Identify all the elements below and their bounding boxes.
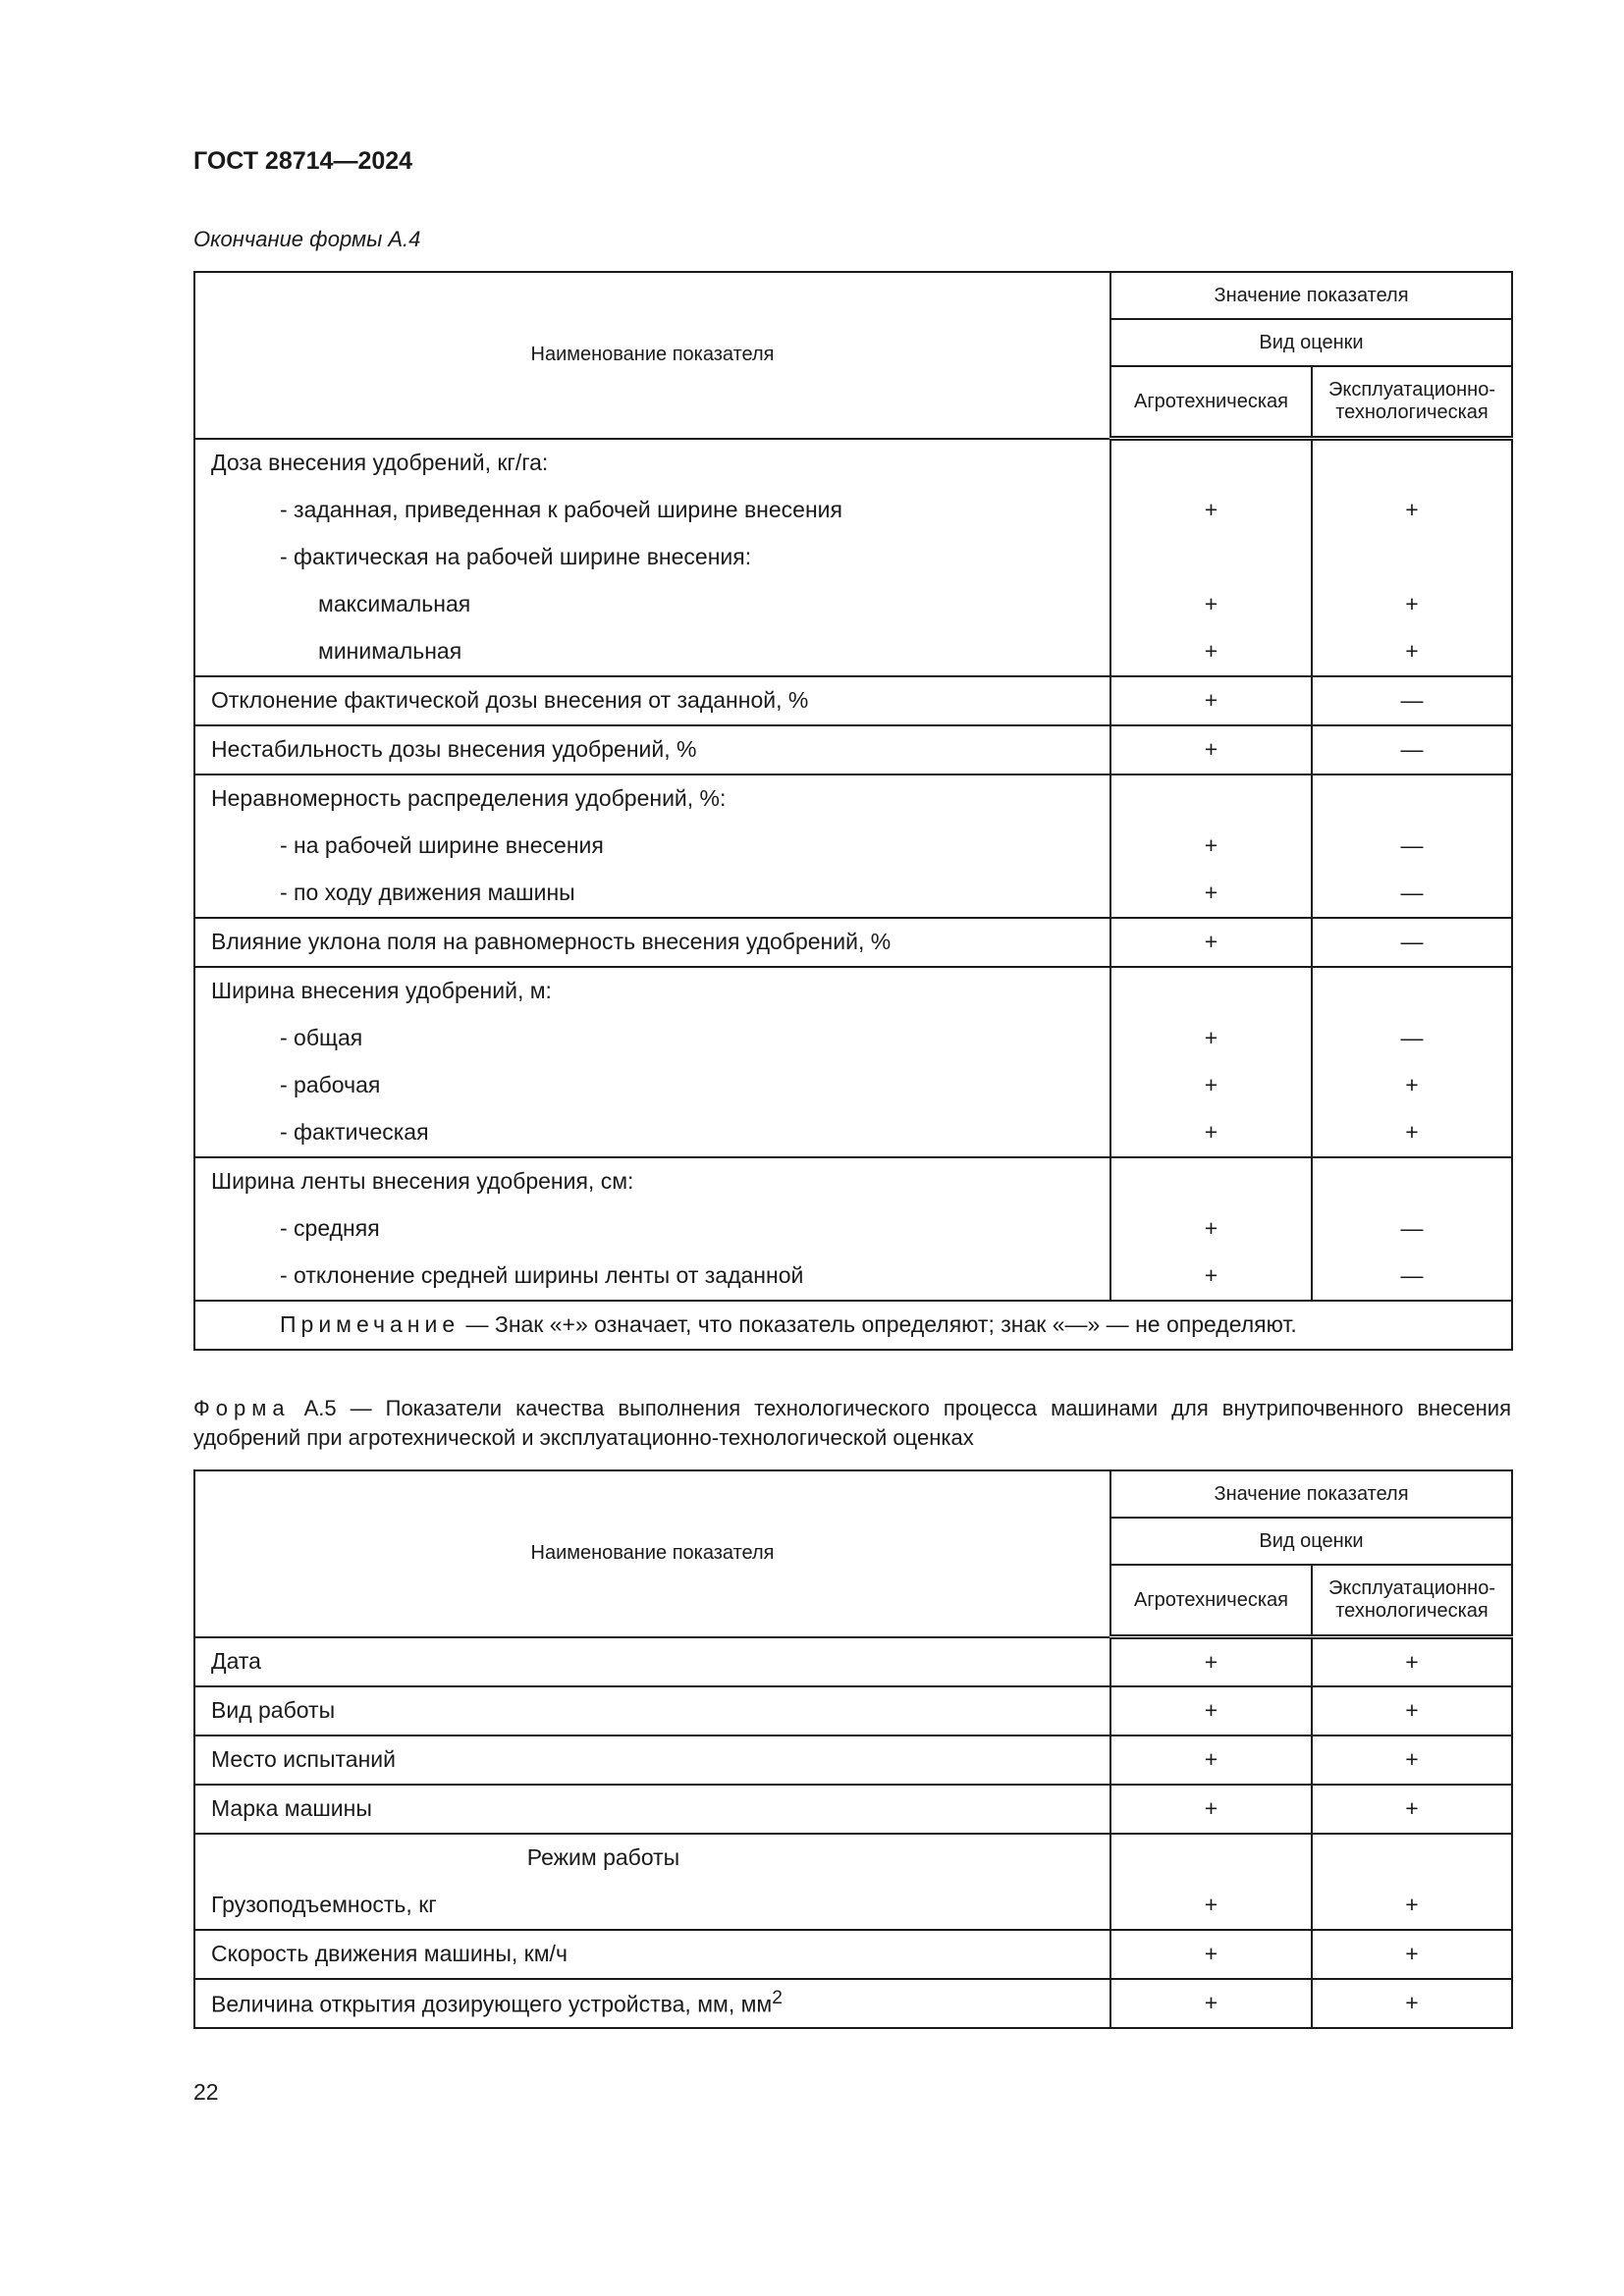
expl-value: +: [1312, 1979, 1512, 2028]
header-name-column: Наименование показателя: [194, 1470, 1110, 1637]
row-name: - отклонение средней ширины ленты от заданной: [194, 1253, 1110, 1301]
row-name: - заданная, приведенная к рабочей ширине внесения: [194, 487, 1110, 534]
agro-value: +: [1110, 487, 1312, 534]
agro-value: +: [1110, 1253, 1312, 1301]
form-label: Форма: [193, 1396, 291, 1420]
header-expl-line-2: технологическая: [1335, 1600, 1489, 1622]
expl-value: +: [1312, 581, 1512, 628]
indicators-table-a5: [193, 1469, 1513, 2029]
table-row: [194, 1205, 1512, 1253]
expl-value: [1312, 1157, 1512, 1205]
agro-value: +: [1110, 581, 1312, 628]
header-agro-column: Агротехническая: [1110, 1565, 1312, 1637]
table-row: [194, 1930, 1512, 1979]
header-eval-group: Вид оценки: [1110, 1518, 1512, 1565]
row-name: [194, 1979, 1110, 2028]
table-row: [194, 823, 1512, 870]
table-row: [194, 676, 1512, 725]
agro-value: [1110, 967, 1312, 1015]
row-name: Ширина ленты внесения удобрения, см:: [194, 1157, 1110, 1205]
header-expl-column: [1312, 366, 1512, 439]
agro-value: [1110, 439, 1312, 487]
expl-value: —: [1312, 725, 1512, 774]
agro-value: +: [1110, 1637, 1312, 1686]
table-row: [194, 534, 1512, 581]
agro-value: +: [1110, 1015, 1312, 1062]
table-row: [194, 1834, 1512, 1882]
table-row: [194, 628, 1512, 676]
agro-value: +: [1110, 1979, 1312, 2028]
agro-value: +: [1110, 1882, 1312, 1930]
form-number: А.5: [303, 1396, 337, 1420]
form-caption-text: — Показатели качества выполнения технологического процесса машинами для внутрипочвенного внесения удобрений при агротехнической и эксплуатационно-технологической оценках: [193, 1396, 1511, 1450]
superscript: 2: [772, 1988, 783, 2009]
expl-value: +: [1312, 487, 1512, 534]
agro-value: +: [1110, 870, 1312, 918]
agro-value: +: [1110, 725, 1312, 774]
table-body: [194, 1637, 1512, 2028]
expl-value: —: [1312, 676, 1512, 725]
table-row: [194, 1882, 1512, 1930]
header-name-column: Наименование показателя: [194, 272, 1110, 439]
row-name: Неравномерность распределения удобрений, %:: [194, 774, 1110, 823]
row-name: Ширина внесения удобрений, м:: [194, 967, 1110, 1015]
row-name: Место испытаний: [194, 1735, 1110, 1785]
row-name: минимальная: [194, 628, 1110, 676]
expl-value: +: [1312, 1062, 1512, 1109]
note-text: — Знак «+» означает, что показатель определяют; знак «—» — не определяют.: [460, 1311, 1297, 1337]
table-row: [194, 1157, 1512, 1205]
mode-heading: Режим работы: [194, 1834, 1110, 1882]
expl-value: [1312, 1834, 1512, 1882]
header-eval-group: Вид оценки: [1110, 319, 1512, 366]
header-expl-column: [1312, 1565, 1512, 1637]
row-name: Влияние уклона поля на равномерность внесения удобрений, %: [194, 918, 1110, 967]
table-row: [194, 581, 1512, 628]
expl-value: +: [1312, 1109, 1512, 1157]
agro-value: [1110, 534, 1312, 581]
agro-value: +: [1110, 628, 1312, 676]
expl-value: +: [1312, 1735, 1512, 1785]
expl-value: [1312, 534, 1512, 581]
expl-value: —: [1312, 823, 1512, 870]
row-name: - общая: [194, 1015, 1110, 1062]
table-note: [194, 1301, 1512, 1350]
table-row: [194, 1637, 1512, 1686]
agro-value: +: [1110, 676, 1312, 725]
agro-value: +: [1110, 1686, 1312, 1735]
expl-value: —: [1312, 918, 1512, 967]
row-name: - фактическая на рабочей ширине внесения:: [194, 534, 1110, 581]
table-row: [194, 1109, 1512, 1157]
table-body: [194, 439, 1512, 1350]
header-value-group: Значение показателя: [1110, 272, 1512, 319]
row-name: Скорость движения машины, км/ч: [194, 1930, 1110, 1979]
header-agro-column: Агротехническая: [1110, 366, 1312, 439]
row-name: Отклонение фактической дозы внесения от заданной, %: [194, 676, 1110, 725]
table-header: [194, 1470, 1512, 1637]
row-name: - на рабочей ширине внесения: [194, 823, 1110, 870]
agro-value: [1110, 1157, 1312, 1205]
row-name: Марка машины: [194, 1785, 1110, 1834]
agro-value: +: [1110, 1205, 1312, 1253]
row-name: - рабочая: [194, 1062, 1110, 1109]
table-row: [194, 1785, 1512, 1834]
row-name: Нестабильность дозы внесения удобрений, %: [194, 725, 1110, 774]
header-value-group: Значение показателя: [1110, 1470, 1512, 1518]
table-row: [194, 487, 1512, 534]
expl-value: —: [1312, 1205, 1512, 1253]
agro-value: +: [1110, 918, 1312, 967]
header-expl-line-2: технологическая: [1335, 401, 1489, 423]
table-row: [194, 1979, 1512, 2028]
continuation-title: Окончание формы А.4: [193, 227, 421, 251]
agro-value: +: [1110, 1735, 1312, 1785]
row-name-text: Величина открытия дозирующего устройства, мм, мм: [211, 1991, 773, 2017]
agro-value: +: [1110, 823, 1312, 870]
table-row: [194, 1735, 1512, 1785]
agro-value: +: [1110, 1930, 1312, 1979]
expl-value: +: [1312, 628, 1512, 676]
expl-value: —: [1312, 1253, 1512, 1301]
expl-value: —: [1312, 870, 1512, 918]
expl-value: +: [1312, 1930, 1512, 1979]
row-name: Вид работы: [194, 1686, 1110, 1735]
expl-value: [1312, 439, 1512, 487]
table-row: [194, 439, 1512, 487]
table-header: [194, 272, 1512, 439]
agro-value: +: [1110, 1062, 1312, 1109]
table-row: [194, 1015, 1512, 1062]
row-name: - фактическая: [194, 1109, 1110, 1157]
document-code: ГОСТ 28714—2024: [193, 147, 413, 175]
table-row: [194, 1686, 1512, 1735]
row-name: Дата: [194, 1637, 1110, 1686]
table-row: [194, 1253, 1512, 1301]
agro-value: +: [1110, 1785, 1312, 1834]
row-name: Доза внесения удобрений, кг/га:: [194, 439, 1110, 487]
row-name: максимальная: [194, 581, 1110, 628]
expl-value: +: [1312, 1882, 1512, 1930]
table-row: [194, 918, 1512, 967]
agro-value: [1110, 774, 1312, 823]
expl-value: —: [1312, 1015, 1512, 1062]
table-row: [194, 870, 1512, 918]
row-name: - по ходу движения машины: [194, 870, 1110, 918]
table-row: [194, 725, 1512, 774]
table-row: [194, 774, 1512, 823]
table-row: [194, 967, 1512, 1015]
note-heading: Примечание: [280, 1311, 460, 1337]
header-expl-line-1: Эксплуатационно-: [1328, 379, 1495, 400]
table-row: [194, 1062, 1512, 1109]
header-expl-line-1: Эксплуатационно-: [1328, 1577, 1495, 1599]
row-name: Грузоподъемность, кг: [194, 1882, 1110, 1930]
expl-value: +: [1312, 1686, 1512, 1735]
agro-value: [1110, 1834, 1312, 1882]
expl-value: +: [1312, 1637, 1512, 1686]
page-number: 22: [193, 2079, 219, 2105]
indicators-table-a4: [193, 271, 1513, 1351]
expl-value: +: [1312, 1785, 1512, 1834]
agro-value: +: [1110, 1109, 1312, 1157]
table-note-row: [194, 1301, 1512, 1350]
form-a5-caption: [193, 1394, 1511, 1453]
row-name: - средняя: [194, 1205, 1110, 1253]
expl-value: [1312, 967, 1512, 1015]
expl-value: [1312, 774, 1512, 823]
